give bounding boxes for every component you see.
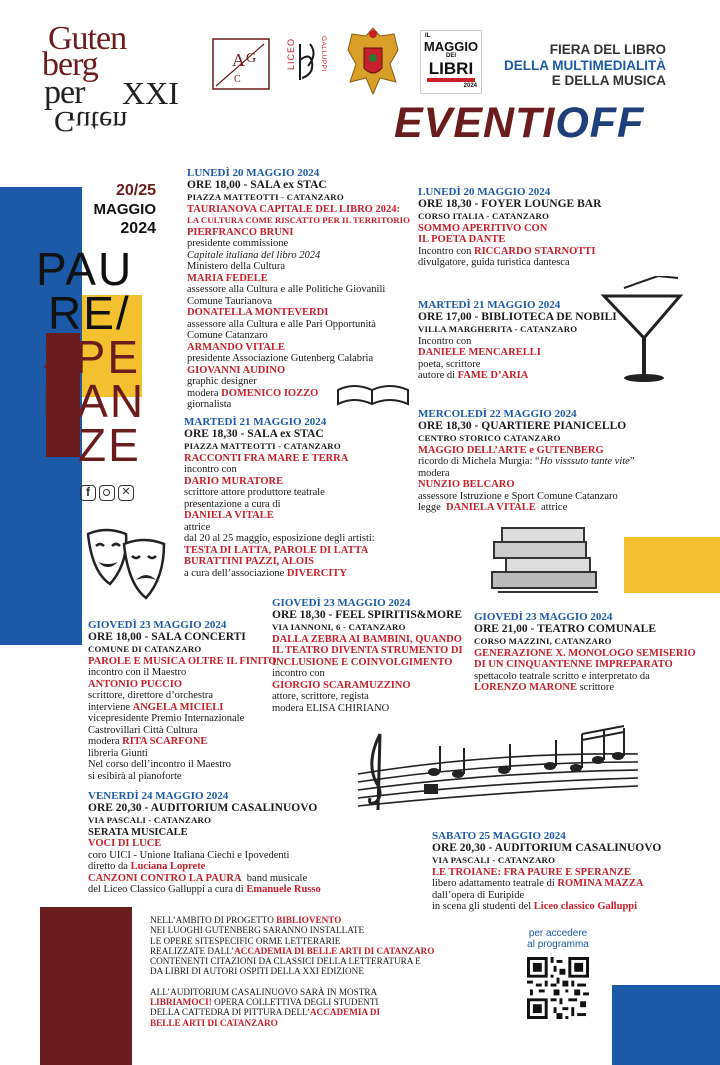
event-address: CORSO ITALIA - CATANZARO xyxy=(418,211,550,221)
tribute-line: ricordo di Michela Murgia: “Ho visssuto tante vite” xyxy=(418,456,635,467)
event-2 xyxy=(418,187,601,269)
event-date: GIOVEDÌ 23 MAGGIO 2024 xyxy=(474,611,613,623)
event-10 xyxy=(432,831,661,913)
event-address: CENTRO STORICO CATANZARO xyxy=(418,433,561,443)
source-line: dall’opera di Euripide xyxy=(432,889,525,901)
event-5 xyxy=(418,409,635,514)
event-title: SERATA MUSICALE xyxy=(88,826,188,838)
speranze-line3: ZE xyxy=(78,419,141,471)
gutenberg-edition: XXI xyxy=(122,75,179,111)
paure-line2 xyxy=(48,287,131,339)
speaker-role: giornalista xyxy=(187,399,232,410)
event-time: ORE 18,30 - SALA ex STAC xyxy=(184,427,324,440)
speaker-role: poeta, scrittore xyxy=(418,358,481,370)
event-time: ORE 18,00 - SALA ex STAC xyxy=(187,178,327,191)
exhibit-title: BURATTINI PAZZI, ALOIS xyxy=(184,556,315,567)
speaker-name: PIERFRANCO BRUNI xyxy=(187,226,294,238)
event-6 xyxy=(88,620,277,782)
note-line: si esibirà al pianoforte xyxy=(88,770,182,782)
event-address: VIA PASCALI - CATANZARO xyxy=(432,855,556,865)
event-address: VIA IANNONI, 6 - CATANZARO xyxy=(272,622,406,632)
fiera-line2: DELLA MULTIMEDIALITÀ xyxy=(504,57,666,73)
badge-il: IL xyxy=(425,33,431,39)
event-date: LUNEDÌ 20 MAGGIO 2024 xyxy=(418,186,551,198)
footer-line: NEI LUOGHI GUTENBERG SARANNO INSTALLATE xyxy=(150,925,365,936)
speaker-role: presidente commissione xyxy=(187,238,289,249)
sidebar-dates xyxy=(88,181,156,238)
speranze-line2: RAN xyxy=(42,375,146,427)
speaker-name: DARIO MURATORE xyxy=(184,475,284,487)
theatre-masks-icon xyxy=(80,524,172,604)
event-time: ORE 21,00 - TEATRO COMUNALE xyxy=(474,622,656,635)
intro-line: incontro con il Maestro xyxy=(88,667,187,678)
music-staff-icon xyxy=(354,722,644,814)
footer-notes xyxy=(150,915,434,1028)
speaker-name: DONATELLA MONTEVERDI xyxy=(187,307,329,318)
qr-code-icon[interactable] xyxy=(527,957,589,1019)
footer-line: BELLE ARTI DI CATANZARO xyxy=(150,1017,278,1028)
speaker-role: Comune Catanzaro xyxy=(187,330,268,341)
event-time: ORE 18,30 - FOYER LOUNGE BAR xyxy=(418,197,602,210)
event-time: ORE 18,00 - SALA CONCERTI xyxy=(88,630,246,643)
footer-line: NELL’AMBITO DI PROGETTO BIBLIOVENTO xyxy=(150,915,342,925)
speaker-role: assessore Istruzione e Sport Comune Catanzaro xyxy=(418,490,618,502)
author-line: LORENZO MARONE scrittore xyxy=(474,682,614,693)
gutenberg-mirror: Guten xyxy=(54,105,128,138)
event-title: LE TROIANE: FRA PAURE E SPERANZE xyxy=(432,866,631,878)
yellow-block-right xyxy=(624,537,720,593)
speaker-role: Ministero della Cultura xyxy=(187,261,285,272)
sidebar-year: 2024 xyxy=(120,220,156,237)
event-8 xyxy=(474,612,696,694)
cast-line: in scena gli studenti del Liceo classico Galluppi xyxy=(432,901,638,912)
intro-line: incontro con xyxy=(272,668,325,679)
footer-line: REALIZZATE DALL’ACCADEMIA DI BELLE ARTI DI CATANZARO xyxy=(150,945,435,956)
coat-of-arms-icon xyxy=(344,24,402,98)
speaker-role: attrice xyxy=(184,521,211,533)
badge-year: 2024 xyxy=(463,83,477,89)
event-title: SOMMO APERITIVO CON xyxy=(418,222,548,234)
exhibit-title: TESTA DI LATTA, PAROLE DI LATTA xyxy=(184,544,369,556)
note-line: Nel corso dell’incontro il Maestro xyxy=(88,759,231,770)
event-title: RACCONTI FRA MARE E TERRA xyxy=(184,452,349,464)
qr-caption xyxy=(516,928,600,950)
maggio-dei-libri-badge xyxy=(420,30,482,94)
speaker-name: GIOVANNI AUDINO xyxy=(187,364,286,376)
event-title: TAURIANOVA CAPITALE DEL LIBRO 2024: xyxy=(187,203,400,215)
speaker-role: presidente Associazione Gutenberg Calabria xyxy=(187,353,374,364)
footer-line: DA LIBRI DI AUTORI OSPITI DELLA XXI EDIZIONE xyxy=(150,966,364,977)
event-title: PAROLE E MUSICA OLTRE IL FINITO xyxy=(88,655,277,667)
sidebar-month: MAGGIO xyxy=(93,201,156,218)
gutenberg-line3: per xyxy=(44,74,85,111)
fiera-title xyxy=(486,42,666,89)
speaker-role: vicepresidente Premio Internazionale xyxy=(88,713,245,724)
event-date: VENERDÌ 24 MAGGIO 2024 xyxy=(88,790,229,802)
event-title: GENERAZIONE X. MONOLOGO SEMISERIO xyxy=(474,647,696,659)
event-address: VIA PASCALI - CATANZARO xyxy=(88,815,212,825)
event-title: IL TEATRO DIVENTA STRUMENTO DI xyxy=(272,645,463,656)
x-icon[interactable]: ✕ xyxy=(118,485,134,501)
speaker-name: NUNZIO BELCARO xyxy=(418,479,515,490)
badge-stripe xyxy=(427,78,475,82)
speaker-name: ANTONIO PUCCIO xyxy=(88,678,183,690)
event-time: ORE 18,30 - FEEL SPIRITIS&MORE xyxy=(272,608,463,621)
speaker-name: GIORGIO SCARAMUZZINO xyxy=(272,679,411,691)
event-time: ORE 17,00 - BIBLIOTECA DE NOBILI xyxy=(418,310,617,323)
off-word: OFF xyxy=(555,99,645,147)
gutenberg-line2: berg xyxy=(42,46,98,83)
ag-logo xyxy=(212,38,270,90)
liceo-galluppi-logo xyxy=(286,34,332,96)
event-4 xyxy=(184,417,375,579)
badge-dei: DEI xyxy=(445,53,456,59)
qr-caption-line1: per accedere xyxy=(528,928,588,939)
moderator-line: modera RITA SCARFONE xyxy=(88,736,208,747)
event-3 xyxy=(418,300,617,382)
event-title: VOCI DI LUCE xyxy=(88,838,162,849)
blue-block-bottom-right xyxy=(612,985,720,1065)
badge-libri: LIBRI xyxy=(428,59,474,78)
event-address: PIAZZA MATTEOTTI - CATANZARO xyxy=(187,192,344,202)
intro-line: presentazione a cura di xyxy=(184,498,281,510)
event-date: MARTEDÌ 21 MAGGIO 2024 xyxy=(418,299,561,311)
event-address: CORSO MAZZINI, CATANZARO xyxy=(474,636,612,646)
svg-text:A: A xyxy=(232,50,245,70)
speaker-role: assessore alla Cultura e alle Pari Opportunità xyxy=(187,318,376,330)
moderator-line: modera ELISA CHIRIANO xyxy=(272,702,390,714)
speaker-role: Capitale italiana del libro 2024 xyxy=(187,249,321,261)
fiera-line3: E DELLA MUSICA xyxy=(551,73,666,88)
gutenberg-line1: Guten xyxy=(48,20,127,57)
maroon-block-bottom xyxy=(40,907,132,1065)
moderator-label: modera xyxy=(418,467,450,479)
intro-line: incontro con xyxy=(184,464,237,475)
instagram-icon[interactable] xyxy=(99,485,115,501)
svg-text:G: G xyxy=(246,51,257,66)
exhibit-line: dal 20 al 25 maggio, esposizione degli artisti: xyxy=(184,533,375,544)
event-time: ORE 18,30 - QUARTIERE PIANICELLO xyxy=(418,419,627,432)
speaker-role: libreria Giunti xyxy=(88,747,148,759)
paure-line1: PAU xyxy=(36,243,134,295)
footer-line: DELLA CATTEDRA DI PITTURA DELL’ACCADEMIA DI xyxy=(150,1007,381,1018)
speaker-role: attore, scrittore, regista xyxy=(272,691,369,702)
event-address: COMUNE DI CATANZARO xyxy=(88,644,202,654)
intro-line: Incontro con xyxy=(418,335,472,347)
speaker-role: Castrovillari Città Cultura xyxy=(88,724,198,736)
reader-line: legge DANIELA VITALE attrice xyxy=(418,502,568,513)
speaker-line: Incontro con RICCARDO STARNOTTI xyxy=(418,245,596,257)
adaptation-line: libero adattamento teatrale di ROMINA MAZZA xyxy=(432,878,644,889)
speaker-role: Comune Taurianova xyxy=(187,295,273,307)
eventi-off-title xyxy=(394,98,644,148)
speaker-name: ARMANDO VITALE xyxy=(187,341,285,353)
qr-caption-line2: al programma xyxy=(527,939,589,950)
event-address: VILLA MARGHERITA - CATANZARO xyxy=(418,324,578,334)
badge-maggio: MAGGIO xyxy=(423,39,479,54)
speaker-role: scrittore, direttore d’orchestra xyxy=(88,690,214,701)
event-9 xyxy=(88,791,321,896)
book-stack-icon xyxy=(488,520,604,602)
social-icons xyxy=(80,485,134,501)
event-date: SABATO 25 MAGGIO 2024 xyxy=(432,830,566,842)
curator-line: a cura dell’associazione DIVERCITY xyxy=(184,567,347,579)
eventi-word: EVENTI xyxy=(394,99,556,147)
event-title: DI UN CINQUANTENNE IMPREPARATO xyxy=(474,659,673,670)
sidebar-days: 20/25 xyxy=(115,182,156,199)
event-1 xyxy=(187,168,410,411)
director-line: diretto da Luciana Loprete xyxy=(88,861,206,872)
event-7 xyxy=(272,598,463,714)
speaker-name: MARIA FEDELE xyxy=(187,272,268,284)
footer-line: LE OPERE SITESPECIFIC ORME LETTERARIE xyxy=(150,935,341,946)
facebook-icon[interactable]: f xyxy=(80,485,96,501)
footer-line: ALL’AUDITORIUM CASALINUOVO SARÀ IN MOSTRA xyxy=(150,986,378,997)
paure-re: RE/ xyxy=(48,287,131,339)
footer-line: LIBRIAMOCI! OPERA COLLETTIVA DEGLI STUDENTI xyxy=(150,997,379,1008)
event-date: GIOVEDÌ 23 MAGGIO 2024 xyxy=(88,619,227,631)
moderator-line: modera DOMENICO IOZZO xyxy=(187,387,319,399)
speaker-role: assessore alla Cultura e alle Politiche Giovanili xyxy=(187,284,386,295)
event-title: DALLA ZEBRA AI BAMBINI, QUANDO xyxy=(272,633,462,645)
event-title: INCLUSIONE E COINVOLGIMENTO xyxy=(272,656,453,668)
event-date: LUNEDÌ 20 MAGGIO 2024 xyxy=(187,167,320,179)
event-subtitle: LA CULTURA COME RISCATTO PER IL TERRITORIO xyxy=(187,215,410,225)
galluppi-monogram-icon xyxy=(296,40,320,90)
liceo-label: LICEO xyxy=(286,38,296,71)
speranze-line1: SPE xyxy=(42,331,141,383)
event-time: ORE 20,30 - AUDITORIUM CASALINUOVO xyxy=(88,801,318,814)
speaker-name: DANIELE MENCARELLI xyxy=(418,347,541,358)
event-date: GIOVEDÌ 23 MAGGIO 2024 xyxy=(272,597,411,609)
speaker-role: graphic designer xyxy=(187,376,257,387)
event-title: MAGGIO DELL’ARTE e GUTENBERG xyxy=(418,444,604,456)
gutenberg-logo xyxy=(42,22,202,142)
galluppi-label: GALLUPPI xyxy=(320,36,327,72)
speaker-name: DANIELA VITALE xyxy=(184,510,274,521)
choir-line: coro UICI - Unione Italiana Ciechi e Ipovedenti xyxy=(88,849,290,861)
intro-line: spettacolo teatrale scritto e interpretato da xyxy=(474,670,650,682)
event-title: IL POETA DANTE xyxy=(418,234,506,245)
band-line: CANZONI CONTRO LA PAURA band musicale xyxy=(88,872,308,884)
guest-line: interviene ANGELA MICIELI xyxy=(88,701,224,713)
event-time: ORE 20,30 - AUDITORIUM CASALINUOVO xyxy=(432,841,662,854)
svg-text:C: C xyxy=(234,74,241,85)
fiera-line1: FIERA DEL LIBRO xyxy=(549,42,666,57)
band-line: del Liceo Classico Galluppi a cura di Emanuele Russo xyxy=(88,884,321,895)
event-address: PIAZZA MATTEOTTI - CATANZARO xyxy=(184,441,341,451)
event-date: MERCOLEDÌ 22 MAGGIO 2024 xyxy=(418,408,577,420)
footer-line: CONTENENTI CITAZIONI DA CLASSICI DELLA LETTERATURA E xyxy=(150,956,421,967)
work-line: autore di FAME D’ARIA xyxy=(418,370,529,381)
event-date: MARTEDÌ 21 MAGGIO 2024 xyxy=(184,416,327,428)
speaker-role: divulgatore, guida turistica dantesca xyxy=(418,257,570,268)
speaker-role: scrittore attore produttore teatrale xyxy=(184,487,325,498)
